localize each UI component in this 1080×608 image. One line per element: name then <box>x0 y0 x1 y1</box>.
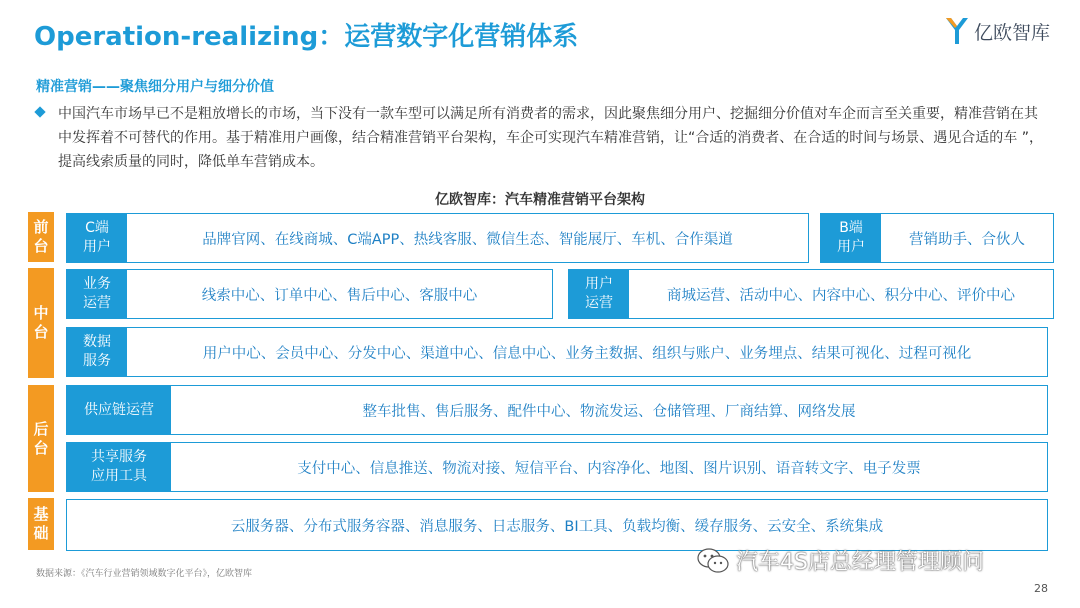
middle-user-row <box>568 269 1054 319</box>
base-row <box>66 499 1048 551</box>
layer-back <box>28 385 54 492</box>
watermark-text: 汽车4S店总经理管理顾问 <box>736 550 984 575</box>
back-supply-row <box>66 385 1048 435</box>
biz-ops-label: 业务 运营 <box>67 270 127 318</box>
front-c-user-row <box>66 213 809 263</box>
bullet-paragraph <box>36 102 1046 174</box>
watermark <box>696 545 984 576</box>
logo <box>944 16 1050 46</box>
paragraph-text: 中国汽车市场早已不是粗放增长的市场，当下没有一款车型可以满足所有消费者的需求，因此聚焦细分用户、挖掘细分价值对车企而言至关重要，精准营销在其中发挥着不可替代的作用。基于精准用户画像，结合精准营销平台架构，车企可实现汽车精准营销，让“合适的消费者、在合适的时间与场景、遇见合适的车 ”，提高线索质量的同时，降低单车营销成本。 <box>58 106 1043 170</box>
shared-service-content: 支付中心、信息推送、物流对接、短信平台、内容净化、地图、图片识别、语音转文字、电子发票 <box>297 460 921 477</box>
base-content: 云服务器、分布式服务容器、消息服务、日志服务、BI工具、负载均衡、缓存服务、云安全、系统集成 <box>230 518 884 535</box>
biz-ops-content: 线索中心、订单中心、售后中心、客服中心 <box>201 287 478 304</box>
user-ops-label: 用户 运营 <box>569 270 629 318</box>
section-subtitle: 精准营销——聚焦细分用户与细分价值 <box>36 79 274 95</box>
back-shared-row <box>66 442 1048 492</box>
layer-back-label: 后 台 <box>33 419 49 457</box>
layer-front <box>28 212 54 262</box>
supply-chain-content: 整车批售、售后服务、配件中心、物流发运、仓储管理、厂商结算、网络发展 <box>362 403 856 420</box>
diagram-title: 亿欧智库：汽车精准营销平台架构 <box>435 192 645 208</box>
layer-front-label: 前 台 <box>33 218 49 255</box>
diamond-bullet-icon <box>34 106 45 117</box>
layer-base-label: 基 础 <box>33 505 49 542</box>
layer-base <box>28 498 54 550</box>
c-user-label: C端 用户 <box>67 214 127 262</box>
c-user-content: 品牌官网、在线商城、C端APP、热线客服、微信生态、智能展厅、车机、合作渠道 <box>202 231 733 248</box>
layer-middle-label: 中 台 <box>33 304 49 341</box>
b-user-content: 营销助手、合伙人 <box>909 231 1025 248</box>
page-number: 28 <box>1034 582 1048 595</box>
data-source: 数据来源：《汽车行业营销领域数字化平台》，亿欧智库 <box>36 569 253 579</box>
middle-data-row <box>66 327 1048 377</box>
front-b-user-row <box>820 213 1054 263</box>
data-service-label: 数据 服务 <box>67 328 127 376</box>
logo-text: 亿欧智库 <box>973 21 1050 44</box>
middle-biz-row <box>66 269 553 319</box>
wechat-icon <box>696 547 730 575</box>
b-user-label: B端 用户 <box>821 214 881 262</box>
logo-mark-icon <box>944 16 970 46</box>
layer-middle <box>28 268 54 378</box>
page-title: Operation-realizing：运营数字化营销体系 <box>34 22 579 52</box>
shared-service-label: 共享服务 应用工具 <box>67 443 171 491</box>
supply-chain-label: 供应链运营 <box>67 386 171 434</box>
data-service-content: 用户中心、会员中心、分发中心、渠道中心、信息中心、业务主数据、组织与账户、业务埋点、结果可视化、过程可视化 <box>202 345 972 362</box>
user-ops-content: 商城运营、活动中心、内容中心、积分中心、评价中心 <box>667 287 1015 304</box>
